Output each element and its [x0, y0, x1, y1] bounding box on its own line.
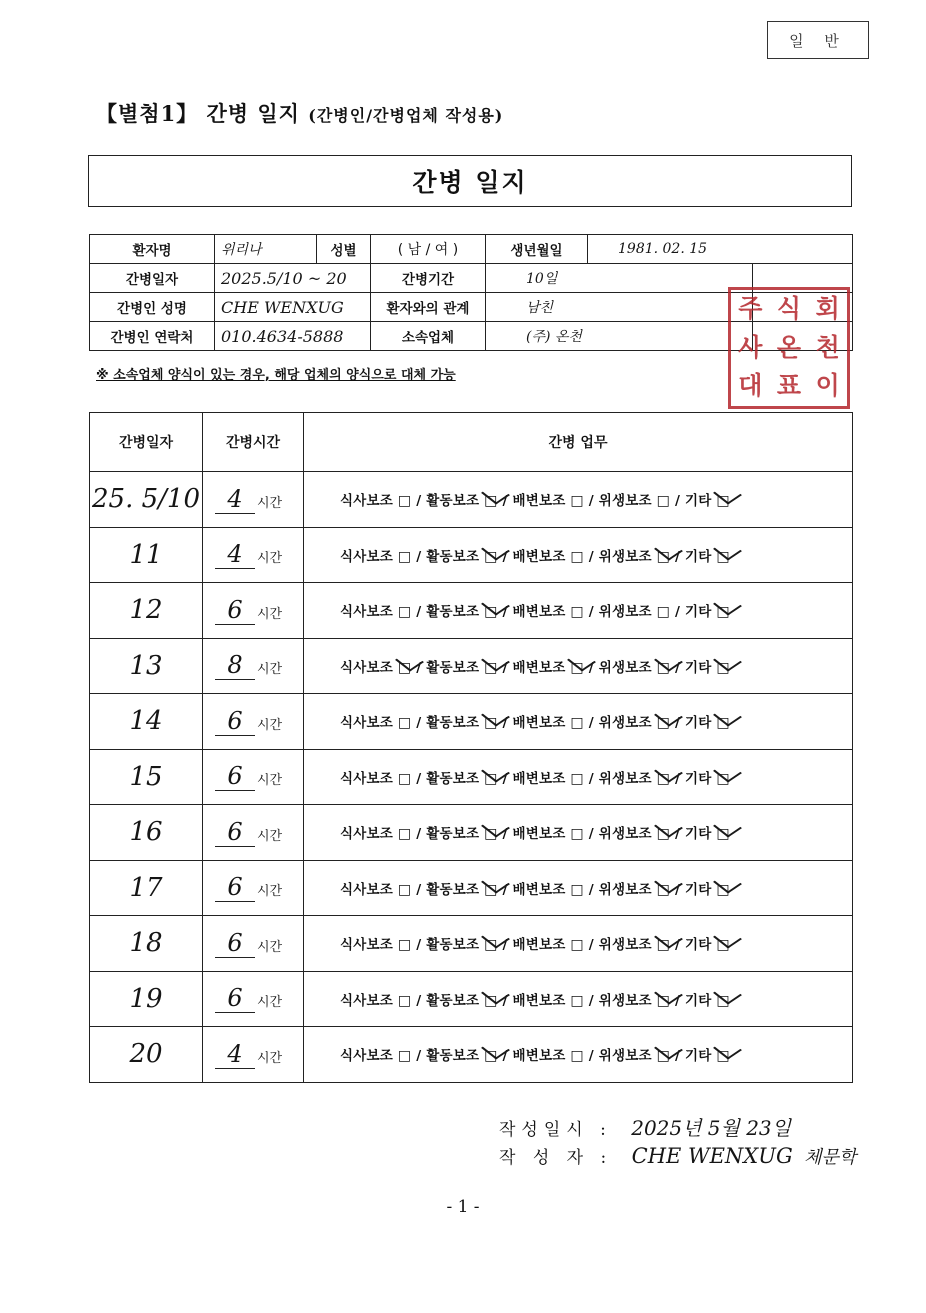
- task-checkbox[interactable]: □: [570, 881, 584, 898]
- task-checkbox-checked[interactable]: □: [484, 826, 498, 843]
- log-hours-unit: 시간: [257, 717, 283, 733]
- task-checkbox-checked[interactable]: □: [484, 1048, 498, 1065]
- log-hours-cell: [203, 1027, 304, 1083]
- task-label: 식사보조: [340, 659, 393, 676]
- log-row: [90, 1027, 853, 1083]
- document-title: [96, 98, 503, 128]
- task-checkbox[interactable]: □: [397, 548, 412, 565]
- log-header-duties: 간병 업무: [304, 413, 853, 472]
- log-row: [90, 916, 853, 972]
- task-label: 위생보조: [598, 659, 652, 676]
- log-duties: 식사보조 □ / 활동보조 □ / 배변보조 □ / 위생보조 □ / 기타 □: [304, 1027, 853, 1083]
- log-hours-cell: [203, 860, 304, 916]
- task-label: 활동보조: [426, 826, 480, 843]
- task-checkbox-checked[interactable]: □: [716, 992, 730, 1009]
- log-body: [90, 472, 853, 1083]
- birth-date-label: 생년월일: [486, 235, 588, 264]
- log-hours-cell: [203, 916, 304, 972]
- log-duties: 식사보조 □ / 활동보조 □ / 배변보조 □ / 위생보조 □ / 기타 □: [304, 805, 853, 861]
- task-label: 활동보조: [426, 548, 480, 565]
- seal-char: 회: [815, 294, 840, 323]
- log-header-hours: 간병시간: [203, 413, 304, 472]
- task-checkbox-checked[interactable]: □: [484, 992, 498, 1009]
- task-label: 기타: [685, 659, 712, 676]
- task-checkbox-checked[interactable]: □: [656, 826, 671, 843]
- task-label: 식사보조: [340, 937, 393, 954]
- log-row: [90, 860, 853, 916]
- task-label: 기타: [685, 881, 712, 898]
- task-label: 배변보조: [512, 715, 566, 732]
- log-row: [90, 638, 853, 694]
- task-checkbox[interactable]: □: [397, 770, 412, 787]
- author-value[interactable]: CHE WENXUG: [631, 1144, 793, 1168]
- task-label: 배변보조: [512, 826, 566, 843]
- task-checkbox[interactable]: □: [570, 937, 584, 954]
- page-number: - 1 -: [446, 1197, 480, 1217]
- log-date[interactable]: 11: [90, 527, 203, 583]
- task-label: 배변보조: [512, 770, 566, 787]
- birth-date-value[interactable]: 1981. 02. 15: [588, 235, 853, 264]
- task-label: 활동보조: [426, 937, 480, 954]
- task-checkbox-checked[interactable]: □: [716, 493, 730, 510]
- relation-label: 환자와의 관계: [371, 293, 486, 322]
- seal-char: 이: [815, 371, 840, 401]
- document-title-main: 【별첨1】 간병 일지: [96, 101, 300, 126]
- log-date[interactable]: 18: [90, 916, 203, 972]
- task-label: 식사보조: [340, 770, 393, 787]
- log-duties: 식사보조 □ / 활동보조 □ / 배변보조 □ / 위생보조 □ / 기타 □: [304, 694, 853, 750]
- caregiver-name-label: 간병인 성명: [90, 293, 215, 322]
- written-date-line: [499, 1112, 791, 1141]
- task-label: 기타: [685, 937, 712, 954]
- log-hours-value[interactable]: 6: [215, 984, 255, 1013]
- task-checkbox-checked[interactable]: □: [484, 770, 498, 787]
- task-checkbox[interactable]: □: [570, 1048, 584, 1065]
- task-checkbox-checked[interactable]: □: [656, 715, 671, 732]
- log-row: [90, 583, 853, 639]
- log-date[interactable]: 15: [90, 749, 203, 805]
- task-checkbox-checked[interactable]: □: [716, 604, 730, 621]
- task-label: 배변보조: [512, 881, 566, 898]
- log-row: [90, 971, 853, 1027]
- task-label: 기타: [685, 548, 712, 565]
- care-period-label: 간병기간: [371, 264, 486, 293]
- task-label: 활동보조: [426, 715, 480, 732]
- log-date[interactable]: 19: [90, 971, 203, 1027]
- log-hours-value[interactable]: 6: [215, 873, 255, 902]
- task-checkbox-checked[interactable]: □: [484, 937, 498, 954]
- task-label: 기타: [685, 992, 712, 1009]
- task-checkbox-checked[interactable]: □: [484, 881, 498, 898]
- task-checkbox-checked[interactable]: □: [716, 881, 730, 898]
- log-row: [90, 527, 853, 583]
- task-label: 기타: [685, 715, 712, 732]
- log-hours-cell: [203, 527, 304, 583]
- task-checkbox-checked[interactable]: □: [484, 659, 498, 676]
- seal-char: 천: [815, 332, 840, 362]
- log-row: [90, 472, 853, 528]
- log-date[interactable]: 20: [90, 1027, 203, 1083]
- caregiver-name-value[interactable]: CHE WENXUG: [215, 293, 371, 322]
- task-label: 식사보조: [340, 1048, 393, 1065]
- task-label: 활동보조: [426, 992, 480, 1009]
- task-label: 기타: [685, 604, 712, 621]
- task-label: 식사보조: [340, 715, 393, 732]
- care-log-table: [89, 412, 853, 1083]
- task-label: 기타: [685, 493, 712, 510]
- log-date[interactable]: 17: [90, 860, 203, 916]
- task-checkbox[interactable]: □: [570, 992, 584, 1009]
- replacement-note: ※ 소속업체 양식이 있는 경우, 해당 업체의 양식으로 대체 가능: [96, 368, 456, 383]
- seal-char: 온: [776, 332, 802, 362]
- log-hours-cell: [203, 583, 304, 639]
- task-checkbox-checked[interactable]: □: [656, 937, 671, 954]
- task-label: 배변보조: [512, 493, 566, 510]
- task-checkbox-checked[interactable]: □: [716, 770, 730, 787]
- task-label: 활동보조: [426, 659, 480, 676]
- log-header-date: 간병일자: [90, 413, 203, 472]
- log-row: [90, 805, 853, 861]
- caregiver-contact-value[interactable]: 010.4634-5888: [215, 322, 371, 351]
- written-date-label: 작성일시 :: [499, 1120, 612, 1140]
- log-duties: 식사보조 □ / 활동보조 □ / 배변보조 □ / 위생보조 □ / 기타 □: [304, 527, 853, 583]
- log-duties: 식사보조 □ / 활동보조 □ / 배변보조 □ / 위생보조 □ / 기타 □: [304, 749, 853, 805]
- log-hours-cell: [203, 472, 304, 528]
- task-checkbox[interactable]: □: [570, 770, 584, 787]
- seal-char: 주: [738, 294, 763, 323]
- task-checkbox-checked[interactable]: □: [656, 659, 671, 676]
- log-header-row: [90, 413, 853, 472]
- task-label: 활동보조: [426, 604, 480, 621]
- classification-badge: 일 반: [767, 21, 869, 59]
- task-label: 기타: [685, 770, 712, 787]
- seal-char: 식: [776, 294, 802, 323]
- task-label: 배변보조: [512, 992, 566, 1009]
- task-label: 식사보조: [340, 493, 393, 510]
- task-checkbox-checked[interactable]: □: [656, 548, 671, 565]
- task-checkbox-checked[interactable]: □: [484, 493, 498, 510]
- task-label: 위생보조: [598, 548, 652, 565]
- task-checkbox-checked[interactable]: □: [716, 937, 730, 954]
- task-checkbox[interactable]: □: [397, 604, 412, 621]
- task-checkbox[interactable]: □: [570, 604, 584, 621]
- log-hours-unit: 시간: [257, 995, 283, 1011]
- log-hours-cell: [203, 805, 304, 861]
- form-title: 간병 일지: [88, 155, 852, 207]
- relation-value[interactable]: 남친: [486, 293, 753, 322]
- caregiver-contact-label: 간병인 연락처: [90, 322, 215, 351]
- log-hours-cell: [203, 638, 304, 694]
- log-date[interactable]: 12: [90, 583, 203, 639]
- task-checkbox-checked[interactable]: □: [656, 1048, 671, 1065]
- log-hours-value[interactable]: 4: [215, 1040, 255, 1069]
- task-checkbox[interactable]: □: [570, 715, 584, 732]
- task-label: 활동보조: [426, 1048, 480, 1065]
- log-hours-unit: 시간: [257, 1050, 283, 1066]
- task-label: 식사보조: [340, 881, 393, 898]
- author-signature: 체문학: [804, 1147, 857, 1168]
- task-checkbox-checked[interactable]: □: [656, 881, 671, 898]
- task-checkbox-checked[interactable]: □: [484, 604, 498, 621]
- log-date[interactable]: 14: [90, 694, 203, 750]
- task-checkbox-checked[interactable]: □: [484, 548, 498, 565]
- task-checkbox[interactable]: □: [397, 992, 412, 1009]
- task-label: 배변보조: [512, 659, 566, 676]
- task-label: 위생보조: [598, 1048, 652, 1065]
- care-period-value[interactable]: 10일: [486, 264, 753, 293]
- log-duties: 식사보조 □ / 활동보조 □ / 배변보조 □ / 위생보조 □ / 기타 □: [304, 916, 853, 972]
- log-duties: 식사보조 □ / 활동보조 □ / 배변보조 □ / 위생보조 □ / 기타 □: [304, 638, 853, 694]
- task-checkbox-checked[interactable]: □: [656, 770, 671, 787]
- log-hours-value[interactable]: 6: [215, 818, 255, 847]
- task-checkbox[interactable]: □: [397, 493, 412, 510]
- seal-char: 사: [738, 332, 763, 362]
- log-row: [90, 749, 853, 805]
- seal-char: 표: [776, 371, 802, 401]
- task-label: 기타: [685, 1048, 712, 1065]
- log-hours-unit: 시간: [257, 662, 283, 678]
- log-hours-value[interactable]: 6: [215, 596, 255, 625]
- task-checkbox[interactable]: □: [397, 881, 412, 898]
- task-checkbox-checked[interactable]: □: [656, 992, 671, 1009]
- written-date-value[interactable]: 2025년 5월 23일: [631, 1116, 791, 1140]
- task-label: 기타: [685, 826, 712, 843]
- task-checkbox-checked[interactable]: □: [716, 826, 730, 843]
- log-row: [90, 694, 853, 750]
- log-hours-cell: [203, 694, 304, 750]
- care-dates-label: 간병일자: [90, 264, 215, 293]
- log-hours-cell: [203, 971, 304, 1027]
- document-title-sub: (간병인/간병업체 작성용): [308, 106, 504, 125]
- task-checkbox[interactable]: □: [397, 715, 412, 732]
- task-checkbox-checked[interactable]: □: [484, 715, 498, 732]
- log-hours-value[interactable]: 8: [215, 651, 255, 680]
- task-checkbox[interactable]: □: [656, 493, 671, 510]
- author-label: 작 성 자 :: [499, 1148, 613, 1168]
- task-label: 배변보조: [512, 548, 566, 565]
- log-date[interactable]: 25. 5/10: [90, 472, 203, 528]
- task-label: 위생보조: [598, 604, 652, 621]
- task-checkbox-checked[interactable]: □: [716, 659, 730, 676]
- company-label: 소속업체: [371, 322, 486, 351]
- task-checkbox-checked[interactable]: □: [716, 1048, 730, 1065]
- log-hours-value[interactable]: 6: [215, 707, 255, 736]
- task-checkbox-checked[interactable]: □: [397, 659, 412, 676]
- task-label: 식사보조: [340, 604, 393, 621]
- task-checkbox[interactable]: □: [397, 826, 412, 843]
- gender-label: 성별: [317, 235, 371, 264]
- company-seal: [728, 287, 850, 409]
- task-checkbox-checked[interactable]: □: [716, 548, 730, 565]
- log-date[interactable]: 16: [90, 805, 203, 861]
- patient-name-value[interactable]: 위리나: [215, 235, 317, 264]
- task-label: 위생보조: [598, 992, 652, 1009]
- task-checkbox[interactable]: □: [570, 548, 584, 565]
- task-checkbox[interactable]: □: [570, 826, 584, 843]
- task-label: 위생보조: [598, 715, 652, 732]
- log-hours-cell: [203, 749, 304, 805]
- task-label: 식사보조: [340, 548, 393, 565]
- task-checkbox[interactable]: □: [656, 604, 671, 621]
- author-line: [499, 1143, 856, 1169]
- log-date[interactable]: 13: [90, 638, 203, 694]
- log-hours-value[interactable]: 4: [215, 540, 255, 569]
- task-label: 위생보조: [598, 493, 652, 510]
- log-duties: 식사보조 □ / 활동보조 □ / 배변보조 □ / 위생보조 □ / 기타 □: [304, 472, 853, 528]
- log-hours-unit: 시간: [257, 606, 283, 622]
- task-label: 활동보조: [426, 493, 480, 510]
- info-row-patient: [90, 235, 853, 264]
- log-hours-unit: 시간: [257, 884, 283, 900]
- task-label: 위생보조: [598, 770, 652, 787]
- task-label: 위생보조: [598, 826, 652, 843]
- log-hours-unit: 시간: [257, 773, 283, 789]
- log-hours-unit: 시간: [257, 939, 283, 955]
- task-checkbox[interactable]: □: [570, 493, 584, 510]
- log-hours-unit: 시간: [257, 495, 283, 511]
- log-hours-value[interactable]: 6: [215, 929, 255, 958]
- log-duties: 식사보조 □ / 활동보조 □ / 배변보조 □ / 위생보조 □ / 기타 □: [304, 583, 853, 639]
- task-checkbox-checked[interactable]: □: [570, 659, 584, 676]
- company-value[interactable]: (주) 온천: [486, 322, 753, 351]
- task-label: 식사보조: [340, 826, 393, 843]
- care-dates-value[interactable]: 2025.5/10 ~ 20: [215, 264, 371, 293]
- task-label: 활동보조: [426, 770, 480, 787]
- task-label: 배변보조: [512, 937, 566, 954]
- log-hours-unit: 시간: [257, 828, 283, 844]
- task-label: 배변보조: [512, 1048, 566, 1065]
- task-checkbox[interactable]: □: [397, 1048, 412, 1065]
- task-checkbox[interactable]: □: [397, 937, 412, 954]
- gender-options[interactable]: ( 남 / 여 ): [371, 235, 486, 264]
- task-checkbox-checked[interactable]: □: [716, 715, 730, 732]
- patient-name-label: 환자명: [90, 235, 215, 264]
- task-label: 배변보조: [512, 604, 566, 621]
- task-label: 위생보조: [598, 937, 652, 954]
- log-duties: 식사보조 □ / 활동보조 □ / 배변보조 □ / 위생보조 □ / 기타 □: [304, 860, 853, 916]
- seal-char: 대: [738, 371, 763, 401]
- log-hours-value[interactable]: 4: [215, 485, 255, 514]
- log-hours-value[interactable]: 6: [215, 762, 255, 791]
- task-label: 식사보조: [340, 992, 393, 1009]
- log-duties: 식사보조 □ / 활동보조 □ / 배변보조 □ / 위생보조 □ / 기타 □: [304, 971, 853, 1027]
- task-label: 위생보조: [598, 881, 652, 898]
- task-label: 활동보조: [426, 881, 480, 898]
- log-hours-unit: 시간: [257, 551, 283, 567]
